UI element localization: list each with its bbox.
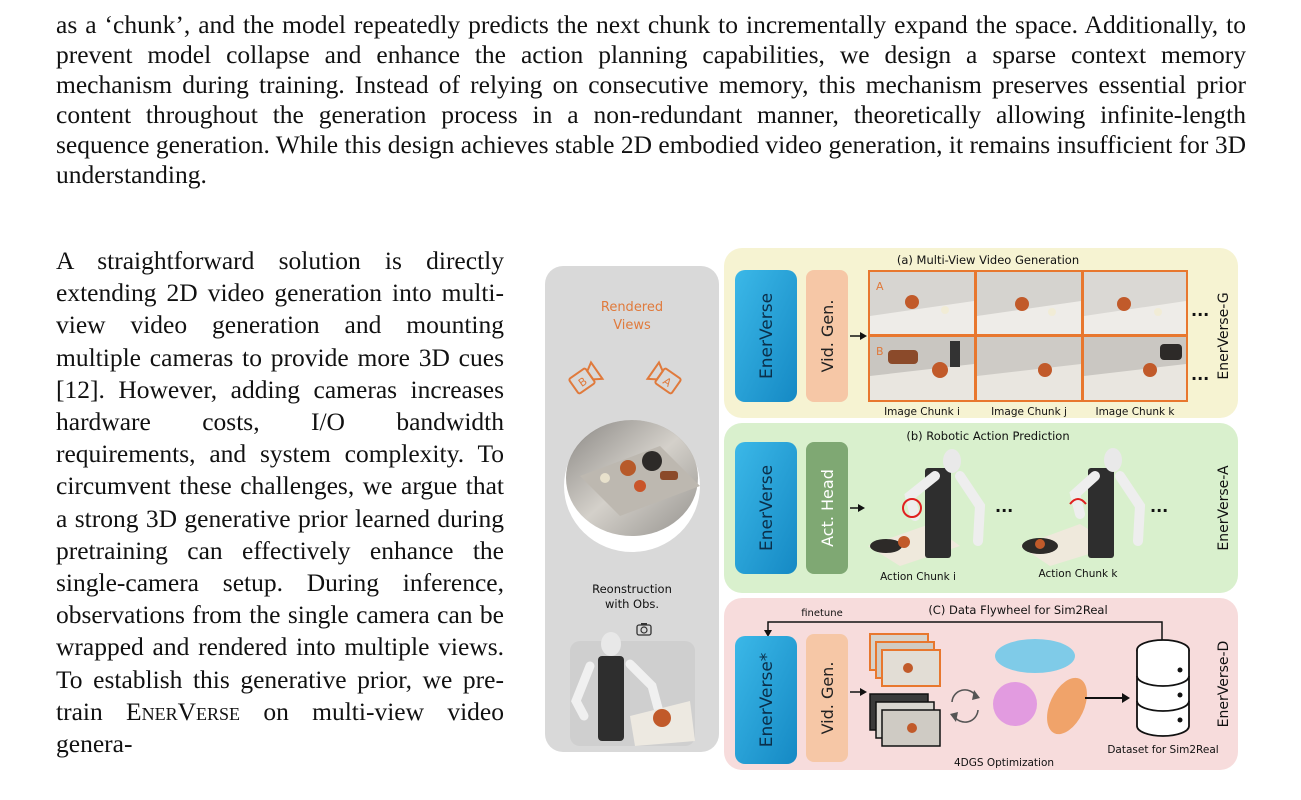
panel-a-caption-j: Image Chunk j [991, 406, 1067, 418]
panel-b-title: (b) Robotic Action Prediction [906, 429, 1070, 443]
paragraph-left [56, 245, 504, 760]
panel-a-caption-k: Image Chunk k [1095, 406, 1175, 418]
view-a-label: A [876, 280, 884, 293]
panel-c-dataset-label: Dataset for Sim2Real [1107, 744, 1219, 756]
camera-b-label: B [576, 374, 590, 390]
panel-c-enerverse-label: EnerVerse* [757, 652, 777, 748]
panel-a-caption-i: Image Chunk i [884, 406, 960, 418]
database-icon [1137, 640, 1189, 736]
panel-a-title: (a) Multi-View Video Generation [896, 253, 1080, 267]
panel-c-title: (C) Data Flywheel for Sim2Real [928, 603, 1108, 617]
panel-b-acthead-label: Act. Head [818, 469, 837, 547]
panel-b-ellipsis-2: ... [1150, 497, 1169, 516]
rendered-views-label-2: Views [613, 318, 651, 333]
view-b-label: B [876, 345, 884, 358]
panel-a-ellipsis-2: ... [1191, 365, 1210, 384]
panel-b-side-label: EnerVerse-A [1216, 465, 1232, 551]
panel-a-ellipsis-1: ... [1191, 301, 1210, 320]
panel-c-vidgen-label: Vid. Gen. [818, 661, 837, 735]
point-cloud-image [564, 420, 700, 552]
panel-b-caption-i: Action Chunk i [880, 571, 956, 583]
reconstruction-label-2: with Obs. [604, 597, 660, 611]
panel-c-optimization-label: 4DGS Optimization [953, 757, 1055, 769]
panel-a-enerverse-label: EnerVerse [757, 292, 777, 380]
panel-a-vidgen-label: Vid. Gen. [818, 299, 837, 373]
panel-b-enerverse-label: EnerVerse [757, 464, 777, 552]
panel-b-caption-k: Action Chunk k [1038, 568, 1118, 580]
panel-b-ellipsis-1: ... [995, 497, 1014, 516]
figure-enerverse-overview [540, 246, 1242, 774]
camera-a-label: A [660, 374, 674, 390]
multi-view-image-grid [868, 270, 1188, 402]
paragraph-left-after: on multi-view video genera- [56, 696, 504, 759]
reconstruction-label-1: Reonstruction [592, 582, 672, 596]
panel-c-finetune-label: finetune [801, 608, 843, 619]
paragraph-left-before: A straightforward solution is directly extending 2D video generation into multi-view video generation and mounting multiple cameras to provide more 3D cues [12]. However, adding cameras increases hardware costs, I/O bandwidth requirements, and system complexity. To circumvent these challenges, we argue that a strong 3D generative prior learned during pretraining can effectively enhance the single-camera setup. During inference, observations from the single camera can be wrapped and rendered into multiple views. To establish this generative prior, we pre-train [56, 246, 504, 726]
robot-reconstruction-image [570, 632, 695, 746]
paragraph-top: as a ‘chunk’, and the model repeatedly predicts the next chunk to incrementally expand the space. Additionally, to prevent model collapse and enhance the action planning capabilities, we design a sparse context memory mechanism during training. Instead of relying on consecutive memory, this mechanism preserves essential prior content throughout the generation process in a non-redundant manner, theoretically allowing infinite-length sequence generation. While this design achieves stable 2D embodied video generation, it remains insufficient for 3D understanding. [56, 10, 1246, 189]
enerverse-name: EnerVerse [126, 696, 241, 726]
rendered-views-label-1: Rendered [600, 300, 664, 315]
panel-c-side-label: EnerVerse-D [1216, 640, 1232, 728]
panel-a-side-label: EnerVerse-G [1216, 292, 1232, 380]
